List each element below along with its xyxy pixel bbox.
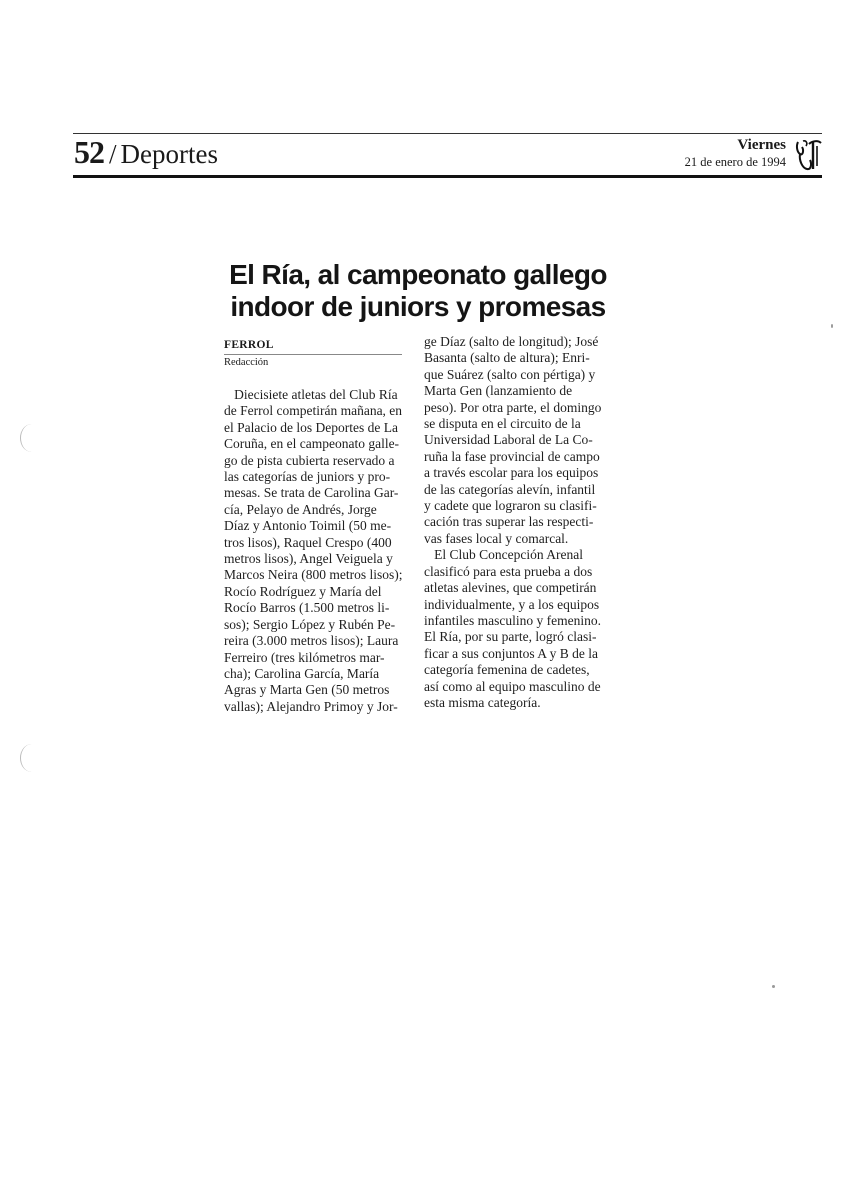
text-line: clasificó para esta prueba a dos xyxy=(424,563,593,579)
issue-date: 21 de enero de 1994 xyxy=(684,155,786,169)
section-name: Deportes xyxy=(120,139,218,169)
text-line: tros lisos), Raquel Crespo (400 xyxy=(224,534,392,550)
text-line: atletas alevines, que competirán xyxy=(424,580,597,596)
text-line: Universidad Laboral de La Co- xyxy=(424,432,593,448)
byline-role: Redacción xyxy=(224,357,269,368)
scan-speck xyxy=(831,324,833,328)
punch-hole-mark xyxy=(20,424,43,452)
headline-line: El Ría, al campeonato gallego xyxy=(229,259,607,290)
text-line: Díaz y Antonio Toimil (50 me- xyxy=(224,518,392,534)
text-line: ruña la fase provincial de campo xyxy=(424,448,600,464)
article-column-2 xyxy=(424,334,601,711)
text-line: cha); Carolina García, María xyxy=(224,665,380,681)
text-line: las categorías de juniors y pro- xyxy=(224,469,391,485)
article-column-1 xyxy=(224,387,402,715)
text-line: individualmente, y a los equipos xyxy=(424,596,600,612)
header-bottom-rule xyxy=(73,175,822,178)
text-line: Coruña, en el campeonato galle- xyxy=(224,436,400,452)
text-line: reira (3.000 metros lisos); Laura xyxy=(224,633,399,649)
text-line: que Suárez (salto con pértiga) y xyxy=(424,366,596,382)
text-line: sos); Sergio López y Rubén Pe- xyxy=(224,616,396,632)
text-line: vas fases local y comarcal. xyxy=(424,530,569,546)
text-line: de las categorías alevín, infantil xyxy=(424,481,596,497)
text-line: Marcos Neira (800 metros lisos); xyxy=(224,567,403,583)
newspaper-logo-icon xyxy=(794,138,824,172)
text-line: Agras y Marta Gen (50 metros xyxy=(224,682,390,698)
text-line: Ferreiro (tres kilómetros mar- xyxy=(224,649,385,665)
text-line: El Ría, por su parte, logró clasi- xyxy=(424,629,597,645)
text-line: se disputa en el circuito de la xyxy=(424,416,581,432)
scan-speck xyxy=(772,985,775,988)
text-line: ge Díaz (salto de longitud); José xyxy=(424,334,599,349)
text-line: cía, Pelayo de Andrés, Jorge xyxy=(224,501,377,517)
dateline xyxy=(685,137,786,170)
text-line: El Club Concepción Arenal xyxy=(424,547,583,563)
text-line: Rocío Barros (1.500 metros li- xyxy=(224,600,390,616)
text-line: mesas. Se trata de Carolina Gar- xyxy=(224,485,399,501)
text-line: de Ferrol competirán mañana, en xyxy=(224,403,403,419)
text-line: y cadete que lograron su clasifi- xyxy=(424,498,597,514)
text-line: Basanta (salto de altura); Enri- xyxy=(424,350,590,366)
page-number: 52 xyxy=(74,134,104,170)
text-line: go de pista cubierta reservado a xyxy=(224,452,395,468)
text-line: cación tras superar las respecti- xyxy=(424,514,594,530)
text-line: así como al equipo masculino de xyxy=(424,678,601,694)
byline-rule xyxy=(224,354,402,355)
page-header-section xyxy=(74,134,218,171)
text-line: Rocío Rodríguez y María del xyxy=(224,583,382,599)
text-line: peso). Por otra parte, el domingo xyxy=(424,399,602,415)
punch-hole-mark xyxy=(20,744,43,772)
text-line: categoría femenina de cadetes, xyxy=(424,662,590,678)
text-line: Diecisiete atletas del Club Ría xyxy=(224,387,398,402)
byline-place: FERROL xyxy=(224,339,274,351)
text-line: metros lisos), Angel Veiguela y xyxy=(224,551,393,567)
text-line: infantiles masculino y femenino. xyxy=(424,612,601,628)
text-line: Marta Gen (lanzamiento de xyxy=(424,383,573,399)
text-line: vallas); Alejandro Primoy y Jor- xyxy=(224,698,398,714)
text-line: a través escolar para los equipos xyxy=(424,465,599,481)
text-line: ficar a sus conjuntos A y B de la xyxy=(424,645,598,661)
text-line: esta misma categoría. xyxy=(424,694,541,710)
text-line: el Palacio de los Deportes de La xyxy=(224,419,398,435)
weekday: Viernes xyxy=(737,137,786,153)
section-separator: / xyxy=(109,139,117,169)
article-headline xyxy=(218,259,618,323)
headline-line: indoor de juniors y promesas xyxy=(230,291,606,322)
